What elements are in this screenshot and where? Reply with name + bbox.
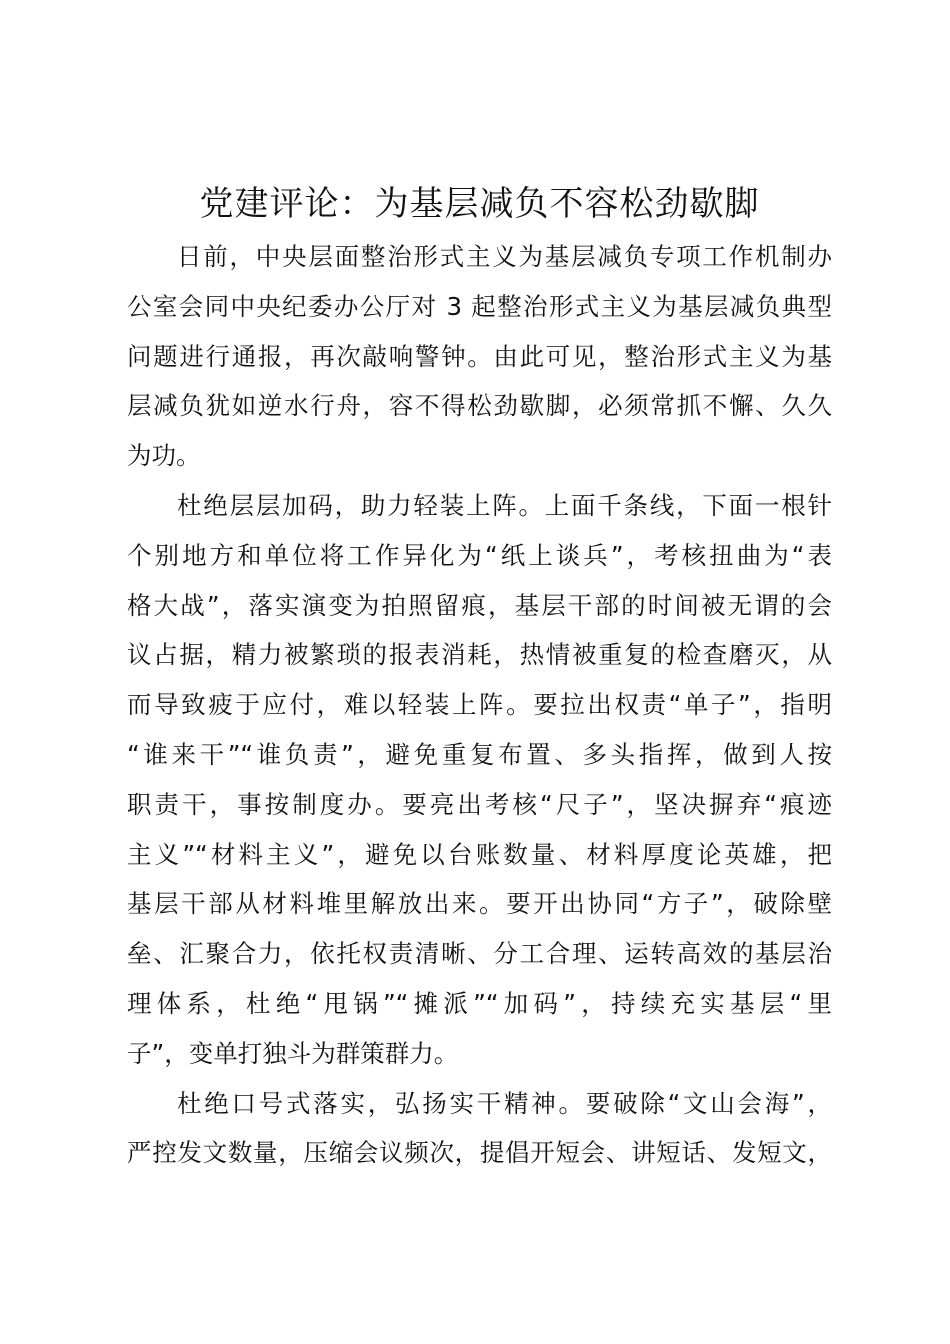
- paragraph-line: 公室会同中央纪委办公厅对 3 起整治形式主义为基层减负典型: [127, 291, 832, 321]
- paragraph-1: [127, 232, 832, 481]
- document-body: [127, 232, 832, 1178]
- paragraph-line: 理体系，杜绝“甩锅”“摊派”“加码”，持续充实基层“里: [127, 988, 832, 1018]
- paragraph-line: 杜绝口号式落实，弘扬实干精神。要破除“文山会海”，: [177, 1088, 832, 1118]
- paragraph-line: 严控发文数量，压缩会议频次，提倡开短会、讲短话、发短文，: [127, 1138, 832, 1168]
- paragraph-line: 主义”“材料主义”，避免以台账数量、材料厚度论英雄，把: [127, 839, 832, 869]
- document-title: 党建评论：为基层减负不容松劲歇脚: [199, 184, 760, 224]
- paragraph-line: 而导致疲于应付，难以轻装上阵。要拉出权责“单子”，指明: [127, 690, 832, 720]
- paragraph-line: “谁来干”“谁负责”，避免重复布置、多头指挥，做到人按: [127, 739, 832, 769]
- paragraph-line: 日前，中央层面整治形式主义为基层减负专项工作机制办: [177, 242, 832, 271]
- paragraph-line: 格大战”，落实演变为拍照留痕，基层干部的时间被无谓的会: [127, 590, 832, 620]
- paragraph-line: 议占据，精力被繁琐的报表消耗，热情被重复的检查磨灭，从: [127, 640, 832, 670]
- paragraph-line: 垒、汇聚合力，依托权责清晰、分工合理、运转高效的基层治: [127, 939, 832, 969]
- paragraph-line: 层减负犹如逆水行舟，容不得松劲歇脚，必须常抓不懈、久久: [127, 391, 832, 421]
- paragraph-line: 为功。: [127, 441, 201, 471]
- paragraph-line: 子”，变单打独斗为群策群力。: [127, 1038, 459, 1068]
- paragraph-line: 杜绝层层加码，助力轻装上阵。上面千条线，下面一根针: [177, 490, 832, 520]
- paragraph-line: 基层干部从材料堆里解放出来。要开出协同“方子”，破除壁: [127, 889, 832, 919]
- paragraph-line: 问题进行通报，再次敲响警钟。由此可见，整治形式主义为基: [127, 341, 832, 371]
- paragraph-2: [127, 481, 832, 1079]
- paragraph-line: 职责干，事按制度办。要亮出考核“尺子”，坚决摒弃“痕迹: [127, 789, 832, 819]
- paragraph-line: 个别地方和单位将工作异化为“纸上谈兵”，考核扭曲为“表: [127, 540, 832, 570]
- paragraph-3: [127, 1079, 832, 1179]
